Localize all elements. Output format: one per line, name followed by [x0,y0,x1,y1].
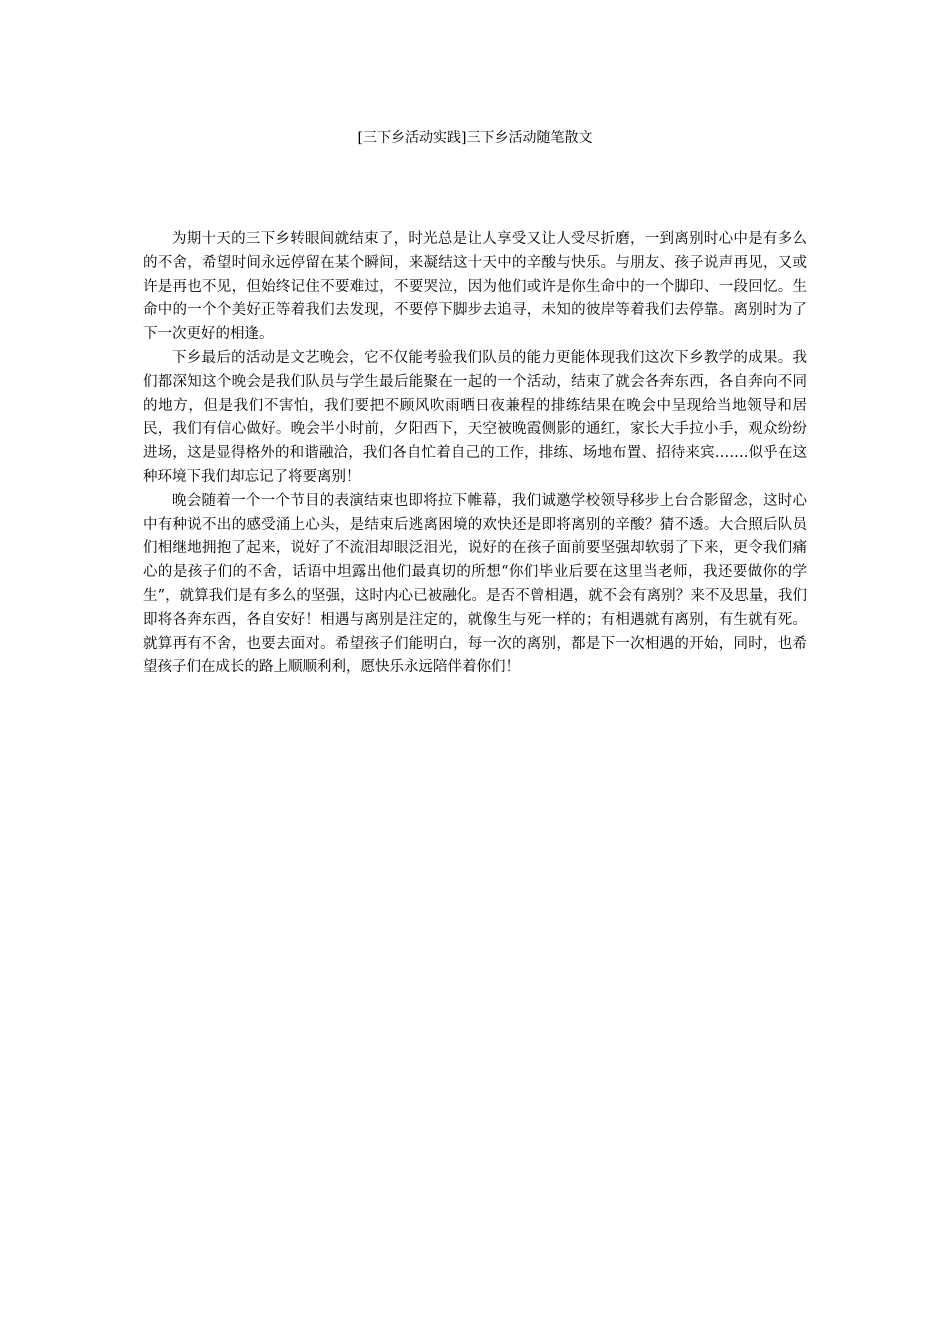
document-title: [三下乡活动实践]三下乡活动随笔散文 [357,130,593,146]
article-body [143,228,807,680]
paragraph-2: 下乡最后的活动是文艺晚会，它不仅能考验我们队员的能力更能体现我们这次下乡教学的成果。我们都深知这个晚会是我们队员与学生最后能聚在一起的一个活动，结束了就会各奔东西，各自奔向不同的地方，但是我们不害怕，我们要把不顾风吹雨晒日夜兼程的排练结果在晚会中呈现给当地领导和居民，我们有信心做好。晚会半小时前，夕阳西下，天空被晚霞侧影的通红，家长大手拉小手，观众纷纷进场，这是显得格外的和谐融洽，我们各自忙着自己的工作，排练、场地布置、招待来宾…….似乎在这种环境下我们却忘记了将要离别！ [143,349,807,485]
paragraph-1: 为期十天的三下乡转眼间就结束了，时光总是让人享受又让人受尽折磨，一到离别时心中是有多么的不舍，希望时间永远停留在某个瞬间，来凝结这十天中的辛酸与快乐。与朋友、孩子说声再见，又或许是再也不见，但始终记住不要难过，不要哭泣，因为他们或许是你生命中的一个脚印、一段回忆。生命中的一个个美好正等着我们去发现，不要停下脚步去追寻，未知的彼岸等着我们去停靠。离别时为了下一次更好的相逢。 [143,231,807,343]
paragraph-3: 晚会随着一个一个节目的表演结束也即将拉下帷幕，我们诚邀学校领导移步上台合影留念，这时心中有种说不出的感受涌上心头，是结束后逃离困境的欢快还是即将离别的辛酸？猜不透。大合照后队员们相继地拥抱了起来，说好了不流泪却眼泛泪光，说好的在孩子面前要坚强却软弱了下来，更令我们痛心的是孩子们的不舍，话语中坦露出他们最真切的所想“你们毕业后要在这里当老师，我还要做你的学生”，就算我们是有多么的坚强，这时内心已被融化。是否不曾相遇，就不会有离别？来不及思量，我们即将各奔东西，各自安好！相遇与离别是注定的，就像生与死一样的；有相遇就有离别，有生就有死。就算再有不舍，也要去面对。希望孩子们能明白，每一次的离别，都是下一次相遇的开始，同时，也希望孩子们在成长的路上顺顺利利，愿快乐永远陪伴着你们！ [143,492,807,676]
